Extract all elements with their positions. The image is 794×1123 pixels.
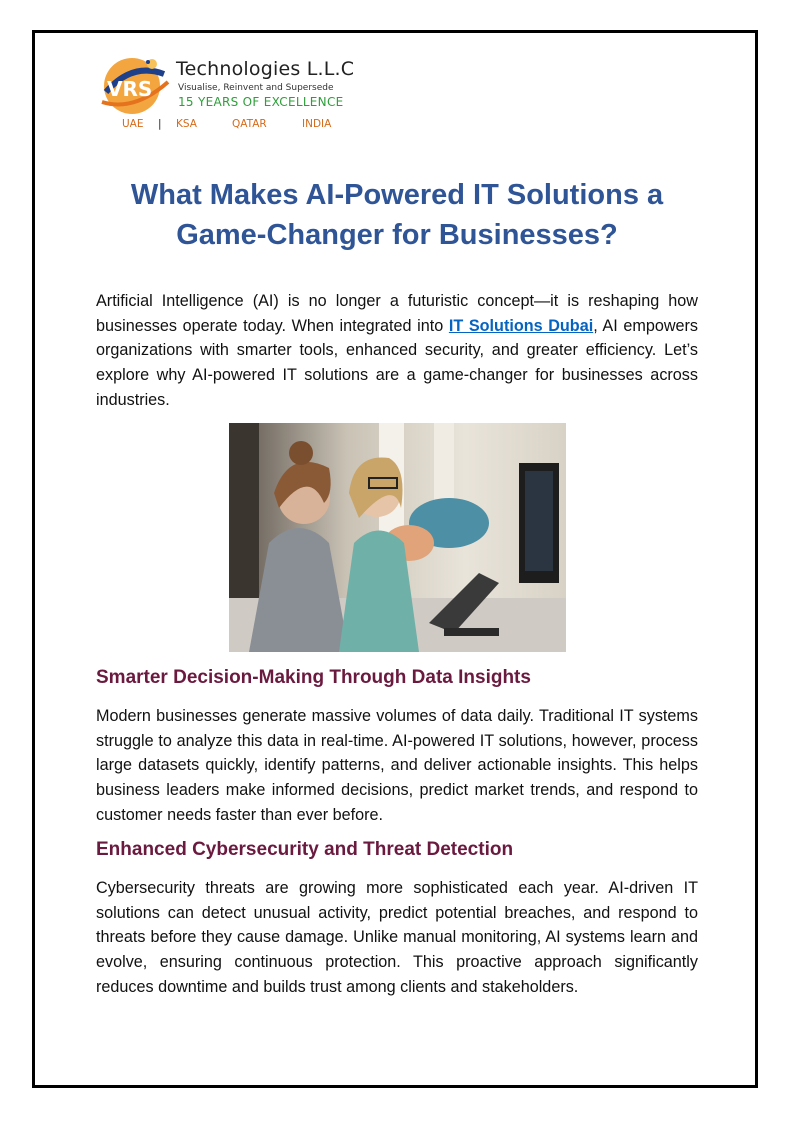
- section-heading-decision-making: Smarter Decision-Making Through Data Insights: [96, 667, 531, 688]
- intro-paragraph: [96, 289, 698, 413]
- it-solutions-dubai-link[interactable]: IT Solutions Dubai: [448, 316, 594, 335]
- region-qatar: QATAR: [232, 118, 267, 130]
- section-body-cybersecurity: Cybersecurity threats are growing more sophisticated each year. AI-driven IT solutions can detect unusual activity, predict potential breaches, and respond to threats before they cause damage. Unlike manual monitoring, AI systems learn and evolve, ensuring continuous protection. This proactive approach significantly reduces downtime and builds trust among clients and stakeholders.: [96, 879, 698, 996]
- brand-name: Technologies L.L.C: [176, 58, 355, 80]
- globe-logo-icon: [98, 52, 178, 124]
- company-logo[interactable]: [98, 52, 358, 134]
- brand-tagline: Visualise, Reinvent and Supersede: [178, 83, 334, 93]
- section-body-decision-making: Modern businesses generate massive volumes of data daily. Traditional IT systems struggle to analyze this data in real-time. AI-powered IT solutions, however, process large datasets quickly, identify patterns, and deliver actionable insights. This helps business leaders make informed decisions, predict market trends, and respond to customer needs faster than ever before.: [96, 707, 698, 824]
- region-uae: UAE: [122, 118, 144, 130]
- years-of-excellence: 15 YEARS OF EXCELLENCE: [178, 95, 344, 109]
- region-india: INDIA: [302, 118, 332, 130]
- section-heading-cybersecurity: Enhanced Cybersecurity and Threat Detection: [96, 839, 514, 860]
- region-list: [122, 118, 331, 130]
- intro-text-after: , AI empowers organizations with smarter tools, enhanced security, and greater efficiency. Let’s explore why AI-powered IT solutions are a game-changer for businesses across industries.: [96, 316, 699, 409]
- region-ksa: KSA: [176, 118, 197, 130]
- office-photo: [229, 423, 566, 652]
- region-separator: |: [158, 118, 162, 130]
- page-title: What Makes AI-Powered IT Solutions a Game-Changer for Businesses?: [130, 179, 664, 251]
- intro-text-before: Artificial Intelligence (AI) is no longer a futuristic concept—it is reshaping how businesses operate today. When integrated into: [96, 292, 698, 335]
- logo-mark: VRS: [107, 77, 153, 101]
